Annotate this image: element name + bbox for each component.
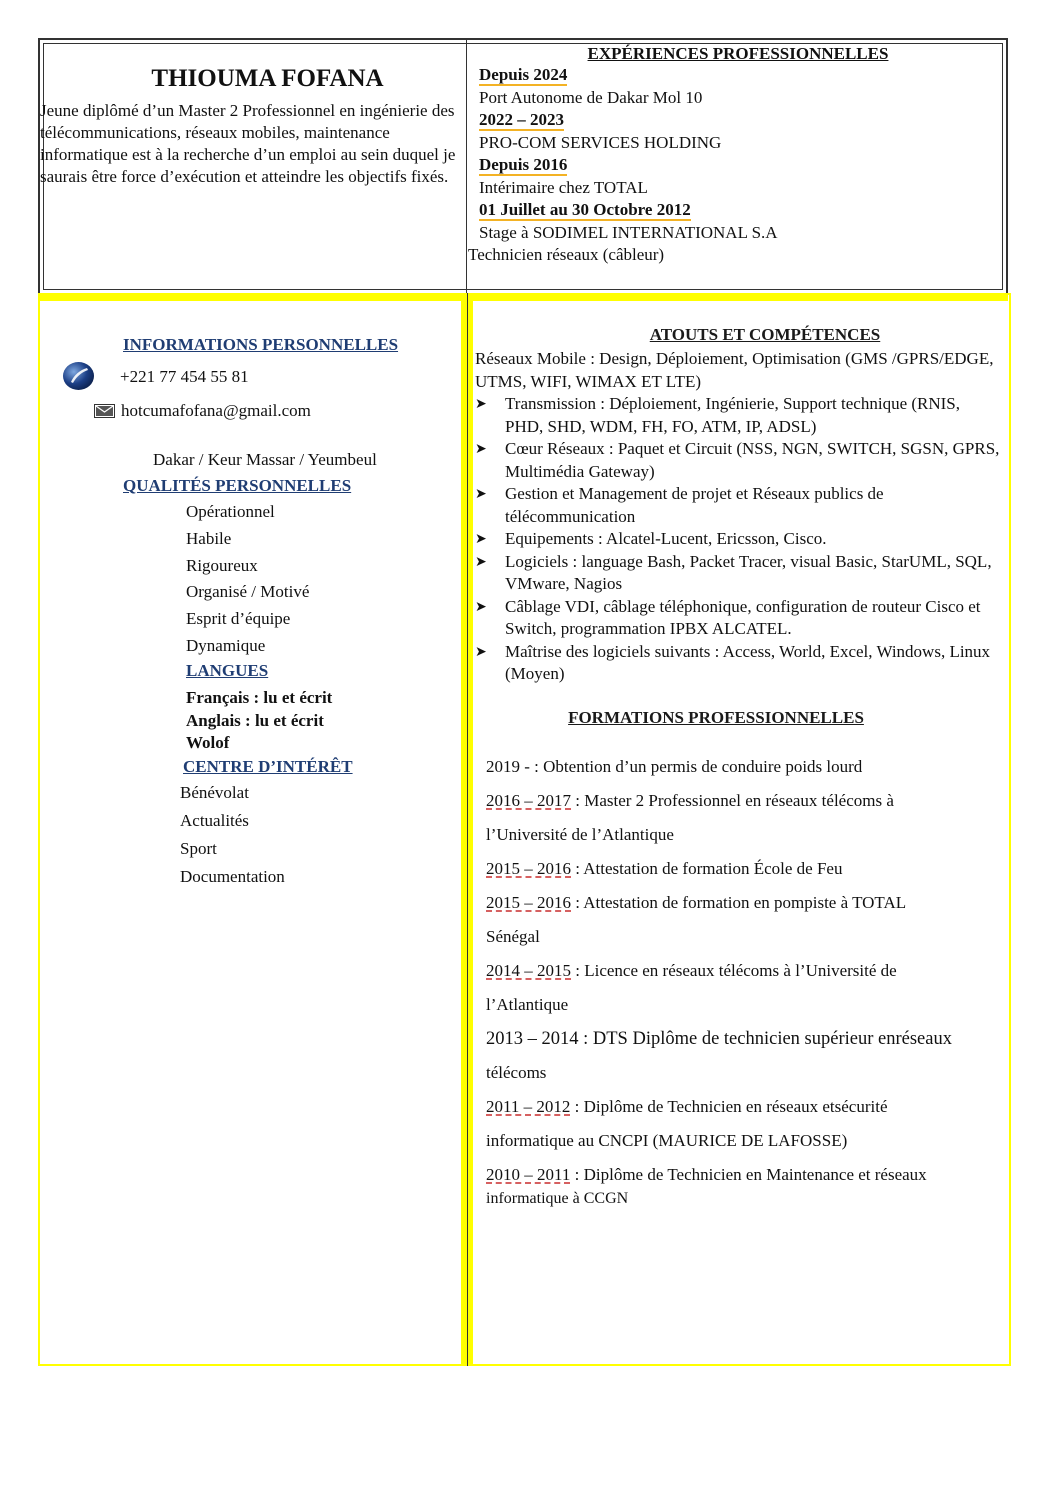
training-continuation: informatique au CNCPI (MAURICE DE LAFOSSE) xyxy=(486,1131,848,1150)
arrow-bullet-icon: ➤ xyxy=(475,486,487,502)
personal-info-title: INFORMATIONS PERSONNELLES xyxy=(123,335,399,354)
training-continuation: Sénégal xyxy=(486,927,540,946)
experience-date: Depuis 2016 xyxy=(479,155,568,174)
experience-item xyxy=(479,109,999,154)
training-text: : Obtention d’un permis de conduire poids lourd xyxy=(529,757,863,776)
experience-text: PRO-COM SERVICES HOLDING xyxy=(479,132,722,152)
experiences-list xyxy=(479,64,999,244)
skill-item xyxy=(475,528,1000,551)
languages-title: LANGUES xyxy=(186,661,269,680)
training-date: 2014 – 2015 xyxy=(486,961,571,980)
languages-list xyxy=(186,687,332,755)
quality-item: Esprit d’équipe xyxy=(186,609,291,629)
experiences-title: EXPÉRIENCES PROFESSIONNELLES xyxy=(587,44,889,63)
training-text: : Diplôme de Technicien en Maintenance et réseaux xyxy=(570,1165,927,1184)
training-date: 2010 – 2011 xyxy=(486,1165,571,1184)
skill-text: Câblage VDI, câblage téléphonique, configuration de routeur Cisco et Switch, programmation IPBX ALCATEL. xyxy=(505,596,981,638)
column-divider-line xyxy=(467,293,468,1366)
quality-item: Habile xyxy=(186,528,232,548)
training-continuation: informatique à CCGN xyxy=(486,1190,629,1207)
experience-item xyxy=(479,199,999,244)
training-date: 2016 – 2017 xyxy=(486,791,571,810)
skill-text: Cœur Réseaux : Paquet et Circuit (NSS, NGN, SWITCH, SGSN, GPRS, Multimédia Gateway) xyxy=(505,439,1000,481)
training-item xyxy=(486,1164,996,1188)
arrow-bullet-icon: ➤ xyxy=(475,396,487,412)
training-item xyxy=(486,892,996,926)
interests-list xyxy=(180,781,285,893)
arrow-bullet-icon: ➤ xyxy=(475,531,487,547)
training-text: : Master 2 Professionnel en réseaux télécoms à xyxy=(571,791,894,810)
quality-item: Opérationnel xyxy=(186,502,275,521)
training-text: : Attestation de formation en pompiste à TOTAL xyxy=(571,893,907,912)
phone-number: +221 77 454 55 81 xyxy=(120,367,249,386)
training-text: : Attestation de formation École de Feu xyxy=(571,859,843,878)
skill-item xyxy=(475,596,1000,641)
arrow-bullet-icon: ➤ xyxy=(475,643,487,660)
quality-item: Dynamique xyxy=(186,635,266,655)
language-item: Français : lu et écrit xyxy=(186,688,333,707)
summary-text: Jeune diplômé d’un Master 2 Professionnel en ingénierie des télécommunications, réseaux mobiles, maintenance informatique est à la recherche d’un emploi au sein duquel je saurais être force d’exécution et atteindre les objectifs fixés. xyxy=(40,101,456,186)
qualities-title: QUALITÉS PERSONNELLES xyxy=(123,476,352,495)
training-date: 2015 – 2016 xyxy=(486,893,571,912)
email-address: hotcumafofana@gmail.com xyxy=(121,401,311,420)
experience-text: Port Autonome de Dakar Mol 10 xyxy=(479,87,703,107)
skills-intro: Réseaux Mobile : Design, Déploiement, Optimisation (GMS /GPRS/EDGE, UTMS, WIFI, WIMAX ET LTE) xyxy=(475,349,994,391)
skills-title: ATOUTS ET COMPÉTENCES xyxy=(649,325,881,344)
skill-item xyxy=(475,483,1000,528)
arrow-bullet-icon: ➤ xyxy=(475,553,487,570)
training-date: 2013 – 2014 xyxy=(486,1029,579,1049)
interest-item: Documentation xyxy=(180,867,285,886)
experience-text: Stage à SODIMEL INTERNATIONAL S.A xyxy=(479,222,778,242)
training-text: : DTS Diplôme de technicien supérieur enréseaux xyxy=(578,1029,952,1049)
quality-item: Organisé / Motivé xyxy=(186,582,310,602)
training-continuation: télécoms xyxy=(486,1063,547,1082)
training-item xyxy=(486,790,996,824)
interest-item: Bénévolat xyxy=(180,783,249,802)
skill-text: Transmission : Déploiement, Ingénierie, Support technique (RNIS, PHD, SHD, WDM, FH, FO, ATM, IP, ADSL) xyxy=(505,394,961,436)
skills-list xyxy=(475,393,1000,686)
experience-item xyxy=(479,64,999,109)
trainings-list xyxy=(486,756,996,1210)
quality-item: Rigoureux xyxy=(186,555,258,575)
training-date: 2019 - xyxy=(486,757,530,776)
phone-icon xyxy=(62,361,95,391)
language-item: Anglais : lu et écrit xyxy=(186,710,324,730)
experience-date: 01 Juillet au 30 Octobre 2012 xyxy=(479,200,691,219)
skill-text: Gestion et Management de projet et Réseaux publics de télécommunication xyxy=(505,484,884,526)
experience-date: 2022 – 2023 xyxy=(479,110,564,129)
arrow-bullet-icon: ➤ xyxy=(475,441,487,457)
experience-role: Technicien réseaux (câbleur) xyxy=(468,245,665,264)
arrow-bullet-icon: ➤ xyxy=(475,598,487,615)
training-item xyxy=(486,1096,996,1130)
skill-text: Equipements : Alcatel-Lucent, Ericsson, Cisco. xyxy=(505,529,827,548)
training-date: 2015 – 2016 xyxy=(486,859,571,878)
address: Dakar / Keur Massar / Yeumbeul xyxy=(153,450,377,469)
training-text: : Diplôme de Technicien en réseaux etsécurité xyxy=(570,1097,888,1116)
skill-item xyxy=(475,551,1000,596)
experience-item xyxy=(479,154,999,199)
interest-item: Actualités xyxy=(180,811,249,830)
yellow-band xyxy=(38,293,1008,301)
language-item: Wolof xyxy=(186,733,230,752)
training-item xyxy=(486,756,996,790)
skill-item xyxy=(475,438,1000,483)
experience-date: Depuis 2024 xyxy=(479,65,568,84)
qualities-list xyxy=(186,500,309,661)
skill-text: Logiciels : language Bash, Packet Tracer, visual Basic, StarUML, SQL, VMware, Nagios xyxy=(505,551,992,593)
experience-text: Intérimaire chez TOTAL xyxy=(479,177,648,197)
skill-text: Maîtrise des logiciels suivants : Access, World, Excel, Windows, Linux (Moyen) xyxy=(505,641,991,683)
interest-item: Sport xyxy=(180,839,217,858)
skill-item xyxy=(475,641,1000,686)
training-text: : Licence en réseaux télécoms à l’Université de xyxy=(571,961,897,980)
skill-item xyxy=(475,393,1000,438)
interests-title: CENTRE D’INTÉRÊT xyxy=(183,757,353,776)
envelope-icon xyxy=(94,404,115,418)
training-item xyxy=(486,858,996,892)
training-item xyxy=(486,1028,996,1062)
candidate-name: THIOUMA FOFANA xyxy=(151,65,384,92)
trainings-title: FORMATIONS PROFESSIONNELLES xyxy=(568,708,864,727)
training-continuation: l’Atlantique xyxy=(486,995,569,1014)
training-date: 2011 – 2012 xyxy=(486,1097,571,1116)
training-item xyxy=(486,960,996,994)
training-continuation: l’Université de l’Atlantique xyxy=(486,825,674,844)
